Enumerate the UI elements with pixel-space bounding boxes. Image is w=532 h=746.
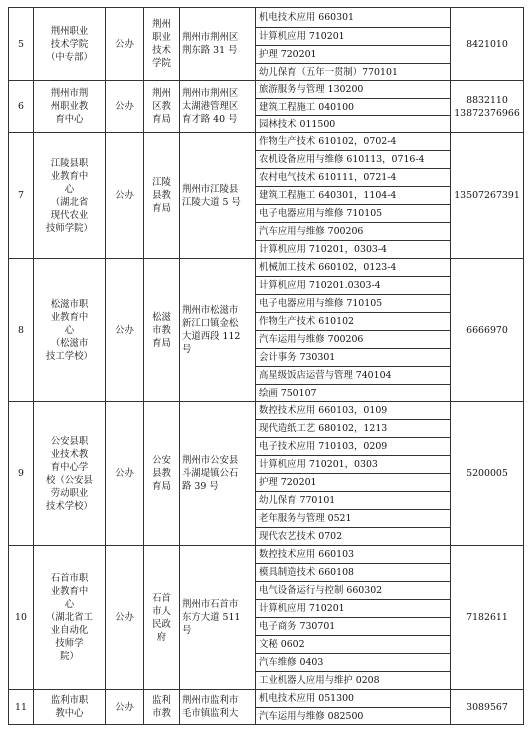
major-cell: 文秘 0602	[256, 636, 451, 654]
school-address-line: 荆东路 31 号	[182, 45, 238, 56]
major-cell: 计算机应用 710201	[256, 28, 451, 46]
row-number: 6	[9, 81, 34, 133]
phone-number	[451, 690, 524, 725]
row-number: 11	[9, 690, 34, 725]
major-cell: 农村电气技术 610111，0721-4	[256, 169, 451, 187]
school-address-line: 荆州市公安县	[182, 455, 239, 466]
authority	[144, 402, 180, 546]
table-row	[9, 690, 524, 708]
table-row	[9, 8, 524, 28]
authority-line: 松滋	[152, 311, 171, 323]
phone-number	[451, 259, 524, 402]
school-name	[34, 690, 106, 725]
school-name-line: 心	[64, 183, 75, 195]
authority-line: 育局	[152, 114, 171, 125]
phone-number	[451, 81, 524, 133]
school-type: 公办	[106, 8, 144, 81]
school-name-line: 育中心	[55, 114, 84, 125]
major-cell: 汽车运用与维修 082500	[256, 708, 451, 725]
school-address-line: 荆州市监利市	[182, 695, 239, 706]
school-address-line: 斗湖堤镇公石	[182, 468, 239, 479]
school-address-line: 号	[182, 625, 192, 636]
major-cell: 计算机应用 710201，0303	[256, 456, 451, 474]
phone-number	[451, 133, 524, 259]
school-address-line: 荆州市江陵县	[182, 183, 239, 195]
authority-line: 公安	[152, 455, 171, 466]
table-row	[9, 546, 524, 564]
authority-line: 技术	[152, 45, 171, 56]
school-address-line: 新江口镇金松	[182, 318, 239, 329]
school-address-line: 荆州市荆州区	[182, 88, 239, 99]
school-address	[180, 133, 256, 259]
school-name-line: 院）	[60, 651, 79, 662]
major-cell: 作物生产技术 610102，0702-4	[256, 133, 451, 151]
authority-line: 市教	[152, 324, 171, 336]
school-name-line: 技师学	[55, 638, 84, 649]
school-name-line: 州职业教	[50, 101, 89, 112]
major-cell: 绘画 750107	[256, 385, 451, 402]
school-address	[180, 8, 256, 81]
school-name-line: （松滋市	[50, 337, 89, 349]
authority-line: 市教	[152, 708, 171, 719]
school-address	[180, 259, 256, 402]
school-name-line: 校（公安县	[46, 474, 93, 486]
school-name-line: 技术学院	[50, 38, 89, 50]
school-name-line: 技工学校）	[46, 350, 93, 362]
authority-line: 江陵	[152, 177, 171, 188]
major-cell: 机电技术应用 051300	[256, 690, 451, 708]
major-cell: 数控技术应用 660103	[256, 546, 451, 564]
major-cell: 现代造纸工艺 680102，1213	[256, 420, 451, 438]
school-name-line: 石首市职	[50, 573, 89, 584]
authority-line: 石首	[152, 592, 171, 604]
phone-number	[451, 8, 524, 81]
school-type: 公办	[106, 402, 144, 546]
phone-number-line: 8421010	[466, 38, 508, 50]
authority-line: 监利	[152, 695, 171, 706]
school-name	[34, 8, 106, 81]
school-name-line: 心	[64, 324, 75, 336]
major-cell: 幼儿保育（五年一贯制）770101	[256, 64, 451, 81]
school-name-line: （湖北省工	[46, 612, 93, 623]
school-address-line: 号	[182, 344, 192, 355]
major-cell: 老年服务与管理 0521	[256, 510, 451, 528]
school-address-line: 大道西段 112	[182, 331, 241, 342]
school-address-line: 东方大道 511	[182, 612, 241, 623]
school-address	[180, 402, 256, 546]
school-address-line: 毛市镇监利大	[182, 708, 239, 719]
school-name-line: 业自动化	[50, 625, 89, 636]
row-number: 10	[9, 546, 34, 690]
school-address-line: 荆州市荆州区	[182, 32, 239, 43]
school-name-line: 业教育中	[50, 586, 89, 597]
school-name-line: 现代农业	[50, 209, 89, 221]
table-row	[9, 259, 524, 277]
authority-line: 府	[156, 631, 167, 643]
major-cell: 园林技术 011500	[256, 116, 451, 133]
school-address-line: 太湖港管理区	[182, 101, 239, 112]
table-row	[9, 133, 524, 151]
major-cell: 机电技术应用 660301	[256, 8, 451, 28]
school-name-line: 技师学院）	[46, 222, 93, 234]
phone-number-line: 3089567	[466, 701, 508, 713]
phone-number	[451, 546, 524, 690]
school-name-line: 公安县职	[50, 435, 89, 447]
school-name-line: 教中心	[55, 708, 84, 719]
school-address-line: 荆州市松滋市	[182, 305, 239, 316]
major-cell: 电子电器应用与维修 710105	[256, 295, 451, 313]
school-name	[34, 133, 106, 259]
major-cell: 现代农艺技术 0702	[256, 528, 451, 546]
major-cell: 旅游服务与管理 130200	[256, 81, 451, 99]
authority	[144, 690, 180, 725]
authority-line: 县教	[152, 190, 171, 201]
school-name-line: 技术学校）	[46, 500, 93, 512]
school-address-line: 荆州市石首市	[182, 599, 239, 610]
school-address	[180, 546, 256, 690]
authority-line: 育局	[152, 481, 171, 492]
major-cell: 建筑工程施工 040100	[256, 99, 451, 116]
authority	[144, 259, 180, 402]
school-address-line: 江陵大道 5 号	[182, 196, 241, 208]
school-majors-table	[8, 7, 524, 725]
table-row	[9, 402, 524, 420]
phone-number	[451, 402, 524, 546]
major-cell: 护理 720201	[256, 474, 451, 492]
authority-line: 育局	[152, 337, 171, 349]
school-name-line: 业教育中	[50, 170, 89, 182]
major-cell: 农机设备应用与维修 610113，0716-4	[256, 151, 451, 169]
school-name-line: 松滋市职	[50, 298, 89, 310]
major-cell: 电子技术应用 710103，0209	[256, 438, 451, 456]
row-number: 7	[9, 133, 34, 259]
school-type: 公办	[106, 259, 144, 402]
major-cell: 计算机应用 710201.0303-4	[256, 277, 451, 295]
major-cell: 数控技术应用 660103，0109	[256, 402, 451, 420]
major-cell: 汽车维修 0403	[256, 654, 451, 672]
authority-line: 民政	[152, 618, 171, 630]
row-number: 8	[9, 259, 34, 402]
major-cell: 会计事务 730301	[256, 349, 451, 367]
school-address	[180, 81, 256, 133]
school-type: 公办	[106, 690, 144, 725]
authority-line: 市人	[152, 605, 171, 617]
major-cell: 作物生产技术 610102	[256, 313, 451, 331]
authority-line: 职业	[152, 32, 171, 43]
school-name-line: 江陵县职	[50, 157, 89, 169]
major-cell: 机械加工技术 660102，0123-4	[256, 259, 451, 277]
school-type: 公办	[106, 133, 144, 259]
phone-number-line: 8832110	[466, 94, 508, 106]
authority	[144, 81, 180, 133]
major-cell: 护理 720201	[256, 46, 451, 64]
major-cell: 汽车应用与维修 700206	[256, 223, 451, 241]
authority-line: 育局	[152, 203, 171, 214]
phone-number-line: 6666970	[466, 324, 508, 336]
school-name-line: 业教育中	[50, 311, 89, 323]
major-cell: 计算机应用 710201	[256, 600, 451, 618]
school-name-line: 业技术教	[50, 448, 89, 460]
table-body	[9, 8, 524, 725]
row-number: 9	[9, 402, 34, 546]
authority-line: 荆州	[152, 19, 171, 30]
major-cell: 计算机应用 710201，0303-4	[256, 241, 451, 259]
major-cell: 建筑工程施工 640301，1104-4	[256, 187, 451, 205]
school-address-line: 育才路 40 号	[182, 114, 238, 125]
school-name-line: 荆州职业	[50, 25, 89, 37]
school-name-line: （湖北省	[50, 196, 89, 208]
major-cell: 电子商务 730701	[256, 618, 451, 636]
phone-number-line: 13872376966	[454, 107, 520, 119]
phone-number-line: 7182611	[466, 612, 508, 623]
authority-line: 县教	[152, 468, 171, 479]
school-name	[34, 402, 106, 546]
authority	[144, 546, 180, 690]
school-name-line: 心	[64, 599, 75, 610]
authority	[144, 133, 180, 259]
school-name	[34, 259, 106, 402]
school-name	[34, 81, 106, 133]
school-name-line: （中专部）	[46, 51, 93, 63]
school-address	[180, 690, 256, 725]
school-type: 公办	[106, 546, 144, 690]
authority	[144, 8, 180, 81]
school-name-line: 育中心学	[50, 461, 89, 473]
school-name	[34, 546, 106, 690]
phone-number-line: 5200005	[466, 468, 508, 479]
school-name-line: 荆州市荆	[50, 88, 89, 99]
major-cell: 汽车运用与维修 700206	[256, 331, 451, 349]
school-name-line: 监利市职	[50, 695, 89, 706]
major-cell: 高星级饭店运营与管理 740104	[256, 367, 451, 385]
school-address-line: 路 39 号	[182, 481, 219, 492]
authority-line: 区教	[152, 101, 171, 112]
authority-line: 荆州	[152, 88, 171, 99]
phone-number-line: 13507267391	[454, 190, 520, 201]
school-type: 公办	[106, 81, 144, 133]
major-cell: 电子电器应用与维修 710105	[256, 205, 451, 223]
major-cell: 电气设备运行与控制 660302	[256, 582, 451, 600]
school-name-line: 劳动职业	[50, 487, 89, 499]
authority-line: 学院	[152, 58, 171, 69]
major-cell: 工业机器人应用与维护 0208	[256, 672, 451, 690]
major-cell: 模具制造技术 660108	[256, 564, 451, 582]
major-cell: 幼儿保育 770101	[256, 492, 451, 510]
row-number: 5	[9, 8, 34, 81]
table-row	[9, 81, 524, 99]
